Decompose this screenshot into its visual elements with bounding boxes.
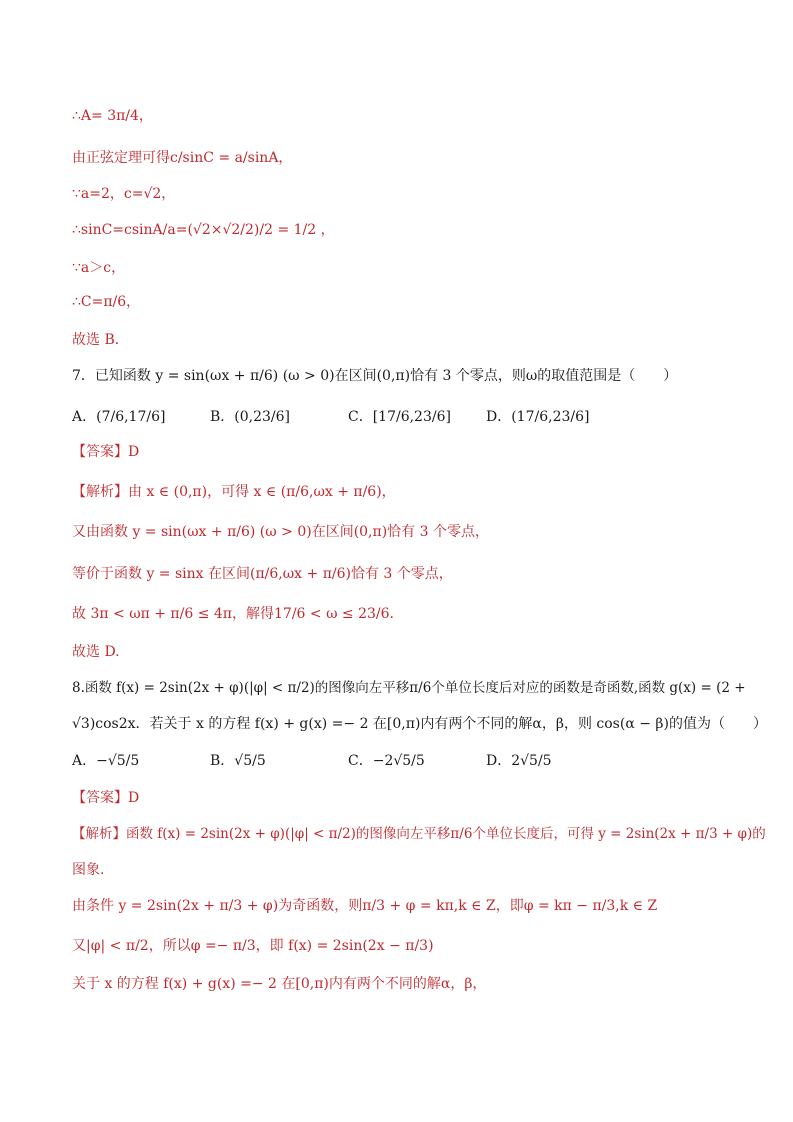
solution-line: ∴sinC=csinA/a=(√2×√2/2)/2 = 1/2 ， <box>72 222 335 238</box>
analysis-line: 故 3π < ωπ + π/6 ≤ 4π，解得17/6 < ω ≤ 23/6. <box>72 606 395 622</box>
solution-line: 由正弦定理可得c/sinC = a/sinA， <box>72 150 293 166</box>
question-8-line-2: √3)cos2x．若关于 x 的方程 f(x) + g(x) =− 2 在[0,π)内有两个不同的解α，β，则 cos(α − β)的值为（ ） <box>72 716 767 732</box>
q8-option-a: A．−√5/5 <box>72 753 140 769</box>
analysis-line: 由条件 y = 2sin(2x + π/3 + φ)为奇函数，则π/3 + φ = kπ,k ∈ Z，即φ = kπ − π/3,k ∈ Z <box>72 898 658 914</box>
solution-line: 故选 B． <box>72 332 129 348</box>
analysis-line: 又由函数 y = sin(ωx + π/6) (ω > 0)在区间(0,π)恰有 3 个零点， <box>72 524 489 540</box>
answer-8: 【答案】D <box>72 790 140 806</box>
analysis-line: 等价于函数 y = sinx 在区间(π/6,ωx + π/6)恰有 3 个零点， <box>72 566 453 582</box>
q8-option-c: C．−2√5/5 <box>348 753 425 769</box>
question-7: 7．已知函数 y = sin(ωx + π/6) (ω > 0)在区间(0,π)恰有 3 个零点，则ω的取值范围是（ ） <box>72 368 678 384</box>
q7-option-c: C．[17/6,23/6] <box>348 409 451 425</box>
analysis-line: 故选 D. <box>72 644 120 660</box>
analysis-line: 图象. <box>72 862 105 878</box>
analysis-line: 又|φ| < π/2，所以φ =− π/3，即 f(x) = 2sin(2x − π/3) <box>72 938 434 954</box>
solution-line: ∵a=2，c=√2， <box>72 186 176 202</box>
solution-line: ∴C=π/6， <box>72 294 141 310</box>
answer-7: 【答案】D <box>72 444 140 460</box>
q7-option-b: B．(0,23/6] <box>210 409 291 425</box>
solution-line: ∵a＞c， <box>72 260 126 276</box>
q7-option-a: A．(7/6,17/6] <box>72 409 166 425</box>
q7-option-d: D．(17/6,23/6] <box>486 409 590 425</box>
analysis-line: 【解析】函数 f(x) = 2sin(2x + φ)(|φ| < π/2)的图像向左平移π/6个单位长度后，可得 y = 2sin(2x + π/3 + φ)的 <box>72 826 766 842</box>
solution-line: ∴A= 3π/4， <box>72 108 153 124</box>
q8-option-b: B．√5/5 <box>210 753 266 769</box>
q8-option-d: D．2√5/5 <box>486 753 552 769</box>
question-8-line-1: 8.函数 f(x) = 2sin(2x + φ)(|φ| < π/2)的图像向左平移π/6个单位长度后对应的函数是奇函数,函数 g(x) = (2 + <box>72 680 746 696</box>
analysis-line: 【解析】由 x ∈ (0,π)，可得 x ∈ (π/6,ωx + π/6)， <box>72 484 396 500</box>
analysis-line: 关于 x 的方程 f(x) + g(x) =− 2 在[0,π)内有两个不同的解α，β， <box>72 976 487 992</box>
